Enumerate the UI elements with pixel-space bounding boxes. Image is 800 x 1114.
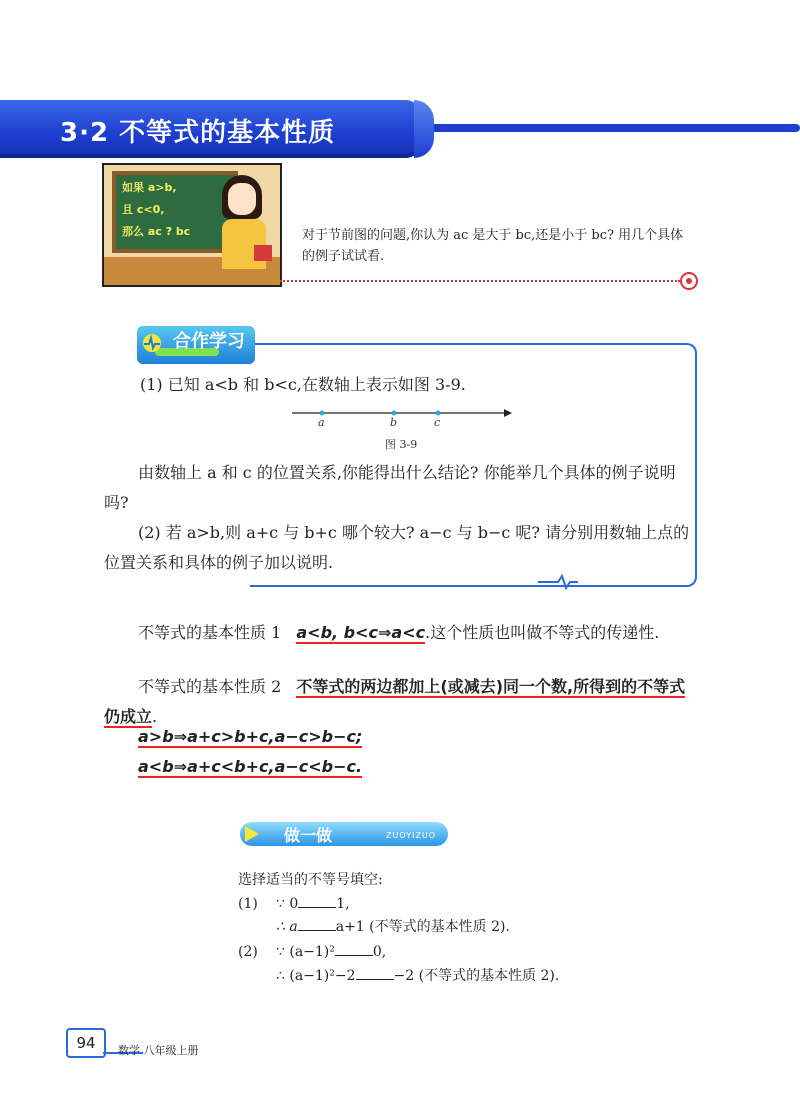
coop-item-2: (2) 若 a>b,则 a+c 与 b+c 哪个较大? a−c 与 b−c 呢? 请分别用数轴上点的位置关系和具体的例子加以说明. (104, 523, 690, 572)
intro-question: 对于节前图的问题,你认为 ac 是大于 bc,还是小于 bc? 用几个具体的例子试试看. (302, 228, 684, 264)
formula-2-wrap (138, 752, 362, 782)
property-2-label: 不等式的基本性质 2 (138, 677, 282, 696)
coop-paragraph-1: 由数轴上 a 和 c 的位置关系,你能得出什么结论? 你能举几个具体的例子说明吗? (104, 463, 676, 512)
q1-line-b (276, 915, 510, 939)
girl-body (222, 219, 266, 269)
q2-line-b (276, 964, 559, 988)
coop-title: 合作学习 (173, 331, 245, 352)
figure-caption: 图 3-9 (385, 438, 418, 451)
q1-a-pre: ∵ 0 (276, 896, 299, 912)
girl-face (228, 183, 256, 215)
q1-line-a (276, 892, 350, 916)
board-line-1: 如果 a>b, (122, 181, 177, 194)
teacher-illustration (102, 163, 282, 287)
point-label-b: b (390, 416, 398, 429)
property-2-statement: 不等式的两边都加上(或减去)同一个数,所得到的不等式仍成立 (104, 677, 686, 726)
property-1 (104, 618, 700, 648)
q2-b-post: −2 (不等式的基本性质 2). (393, 968, 560, 984)
q1-label: (1) (238, 896, 258, 912)
q2-blank-1[interactable] (335, 941, 373, 956)
point-label-c: c (434, 416, 441, 429)
board-line-2: 且 c<0, (122, 203, 165, 216)
formula-1-wrap (138, 722, 362, 752)
property-2-end: . (152, 707, 158, 726)
zuoyizuo-subtitle: ZUOYIZUO (386, 831, 437, 840)
q2-b-pre: ∴ (a−1)²−2 (276, 968, 356, 984)
play-triangle-icon (245, 826, 259, 842)
property-2-formula-1: a>b⇒a+c>b+c,a−c>b−c; (138, 727, 363, 746)
chalkboard (112, 171, 238, 253)
q1-a-post: 1, (336, 896, 350, 912)
point-label-a: a (318, 416, 325, 429)
coop-item-1: (1) 已知 a<b 和 b<c,在数轴上表示如图 3-9. (140, 375, 466, 394)
section-title: 3·2 不等式的基本性质 (60, 118, 336, 148)
property-1-formula: a<b, b<c⇒a<c (296, 623, 426, 642)
exercise-intro: 选择适当的不等号填空: (238, 872, 383, 888)
zuoyizuo-title: 做一做 (284, 826, 333, 845)
property-2-formula-2: a<b⇒a+c<b+c,a−c<b−c. (138, 757, 363, 776)
book-title: 数学 八年级上册 (118, 1044, 199, 1057)
q1-b-pre: ∴ a (276, 919, 298, 935)
property-1-suffix: .这个性质也叫做不等式的传递性. (425, 623, 660, 642)
header-rule (400, 124, 800, 132)
q1-blank-1[interactable] (298, 893, 336, 908)
q1-b-post: a+1 (不等式的基本性质 2). (335, 919, 510, 935)
red-book (254, 245, 272, 261)
property-1-label: 不等式的基本性质 1 (138, 623, 282, 642)
heartbeat-icon (142, 333, 162, 353)
page-number: 94 (66, 1028, 106, 1058)
q1-blank-2[interactable] (298, 916, 336, 931)
q2-line-a (276, 940, 386, 964)
number-line (292, 404, 514, 434)
board-line-3: 那么 ac ? bc (122, 225, 191, 238)
target-dot-icon (680, 272, 698, 290)
dotted-divider (280, 280, 680, 282)
q2-blank-2[interactable] (356, 965, 394, 980)
q2-a-pre: ∵ (a−1)² (276, 944, 335, 960)
q2-label: (2) (238, 944, 258, 960)
q2-a-post: 0, (372, 944, 387, 960)
